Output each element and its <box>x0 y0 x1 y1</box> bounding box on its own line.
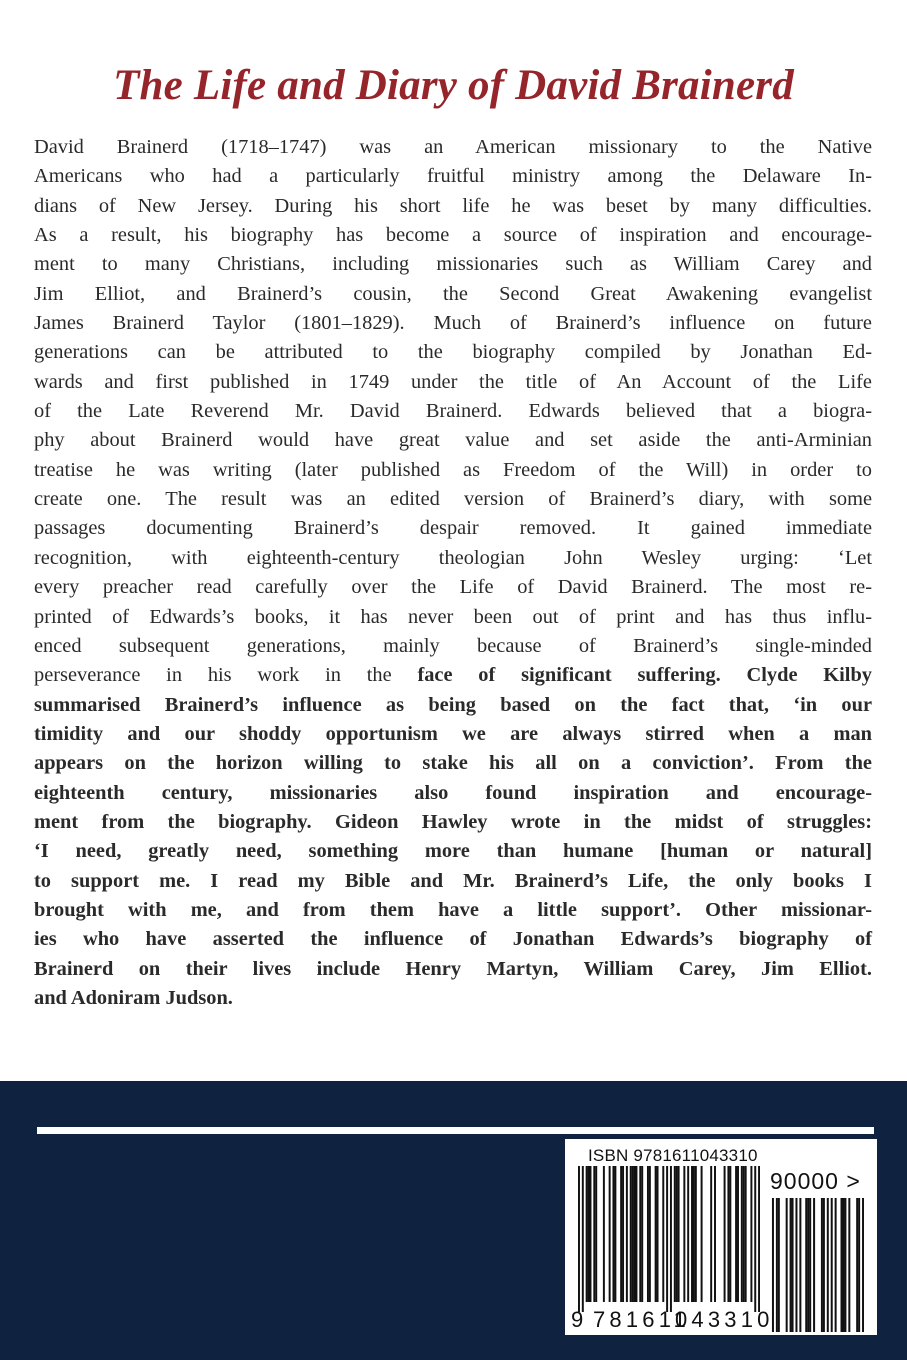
blurb-text: dians of New Jersey. During his short life he was beset by many difficulties. <box>34 194 872 217</box>
barcode-bar <box>727 1166 729 1302</box>
blurb-line <box>34 896 872 925</box>
blurb-text: perseverance in his work in the <box>34 664 418 687</box>
blurb-text: timidity and our shoddy opportunism we are always stirred when a man <box>34 722 872 745</box>
barcode-bar <box>676 1166 678 1302</box>
blurb-line <box>34 250 872 279</box>
barcode-bar <box>593 1166 595 1302</box>
blurb-line <box>34 514 872 543</box>
ean-left-digits: 781611 <box>593 1307 690 1332</box>
blurb-text: create one. The result was an edited version of Brainerd’s diary, with some <box>34 488 872 511</box>
addon-bar <box>842 1198 844 1332</box>
blurb-line <box>34 661 872 690</box>
blurb-line <box>34 309 872 338</box>
barcode-bar <box>626 1166 628 1302</box>
barcode-bar <box>578 1166 580 1312</box>
barcode-bar <box>603 1166 605 1302</box>
barcode-bar <box>614 1166 616 1302</box>
barcode-bar <box>609 1166 611 1302</box>
blurb-line <box>34 426 872 455</box>
addon-bar <box>792 1198 794 1332</box>
isbn-label: ISBN 9781611043310 <box>588 1146 758 1165</box>
barcode-bar <box>750 1166 752 1302</box>
barcode-bar <box>595 1166 597 1302</box>
blurb-text: appears on the horizon willing to stake his all on a conviction’. From the <box>34 752 872 775</box>
barcode-bar <box>670 1166 672 1312</box>
blurb-text: brought with me, and from them have a little support’. Other missionar- <box>34 898 872 921</box>
blurb-line <box>34 955 872 984</box>
barcode-bar <box>691 1166 693 1302</box>
addon-bar <box>841 1198 843 1332</box>
barcode-bar <box>655 1166 657 1302</box>
barcode-bar <box>662 1166 664 1302</box>
blurb-text: As a result, his biography has become a source of inspiration and encourage- <box>34 224 872 247</box>
blurb-text: printed of Edwards’s books, it has never been out of print and has thus influ- <box>34 605 872 628</box>
footer-rule <box>37 1127 874 1134</box>
blurb-text: David Brainerd (1718–1747) was an American missionary to the Native <box>34 136 872 158</box>
addon-bar <box>862 1198 864 1332</box>
addon-bar <box>844 1198 846 1332</box>
addon-bar <box>795 1198 797 1332</box>
barcode-bar <box>588 1166 590 1302</box>
barcode-bar <box>589 1166 591 1302</box>
blurb-text: wards and first published in 1749 under the title of An Account of the Life <box>34 370 872 393</box>
blurb-line <box>34 338 872 367</box>
blurb-line <box>34 925 872 954</box>
barcode-bar <box>657 1166 659 1302</box>
blurb-text: summarised Brainerd’s influence as being based on the fact that, ‘in our <box>34 693 872 716</box>
barcode-bar <box>620 1166 622 1302</box>
barcode-bar <box>743 1166 745 1302</box>
barcode-bar <box>641 1166 643 1302</box>
barcode-bar <box>639 1166 641 1302</box>
blurb-line <box>34 984 872 1013</box>
barcode-bar <box>586 1166 588 1302</box>
barcode-bar <box>724 1166 726 1302</box>
addon-bar <box>827 1198 829 1332</box>
blurb-line <box>34 544 872 573</box>
blurb-line <box>34 603 872 632</box>
blurb-text: Jim Elliot, and Brainerd’s cousin, the Second Great Awakening evangelist <box>34 282 872 305</box>
blurb-text: generations can be attributed to the biography compiled by Jonathan Ed- <box>34 341 872 364</box>
blurb-text: Brainerd on their lives include Henry Martyn, William Carey, Jim Elliot. <box>34 957 872 980</box>
blurb-line <box>34 632 872 661</box>
barcode-bar <box>666 1166 668 1312</box>
addon-bar <box>835 1198 837 1332</box>
blurb-line <box>34 779 872 808</box>
addon-bar <box>807 1198 809 1332</box>
addon-bar <box>821 1198 823 1332</box>
blurb-text: and Adoniram Judson. <box>34 986 233 1009</box>
addon-barcode <box>770 1198 864 1332</box>
barcode-bar <box>622 1166 624 1302</box>
barcode-bar <box>737 1166 739 1302</box>
blurb-text: enced subsequent generations, mainly because of Brainerd’s single-minded <box>34 634 872 657</box>
barcode-bar <box>635 1166 637 1302</box>
cover-blurb <box>34 133 872 1013</box>
addon-bar <box>799 1198 801 1332</box>
barcode-bar <box>758 1166 760 1312</box>
blurb-text: recognition, with eighteenth-century theologian John Wesley urging: ‘Let <box>34 546 872 569</box>
blurb-line <box>34 837 872 866</box>
barcode-bar <box>678 1166 680 1302</box>
blurb-text: to support me. I read my Bible and Mr. Brainerd’s Life, the only books I <box>34 869 872 892</box>
barcode-bar <box>634 1166 636 1302</box>
blurb-line <box>34 192 872 221</box>
barcode-bar <box>582 1166 584 1312</box>
barcode-bar <box>695 1166 697 1302</box>
barcode-bar <box>632 1166 634 1302</box>
blurb-text: every preacher read carefully over the Life of David Brainerd. The most re- <box>34 576 872 599</box>
blurb-line <box>34 485 872 514</box>
blurb-line <box>34 280 872 309</box>
addon-bar <box>805 1198 807 1332</box>
barcode-bar <box>683 1166 685 1302</box>
blurb-line <box>34 368 872 397</box>
barcode-bar <box>612 1166 614 1302</box>
blurb-line <box>34 749 872 778</box>
blurb-line <box>34 720 872 749</box>
addon-bar <box>831 1198 833 1332</box>
addon-bar <box>823 1198 825 1332</box>
blurb-text-bold: face of significant suffering. Clyde Kilby <box>417 664 873 687</box>
blurb-text: passages documenting Brainerd’s despair removed. It gained immediate <box>34 517 872 540</box>
ean-right-digits: 043310 <box>675 1307 774 1332</box>
blurb-text: ies who have asserted the influence of Jonathan Edwards’s biography of <box>34 928 872 951</box>
blurb-line <box>34 691 872 720</box>
blurb-text: ment from the biography. Gideon Hawley wrote in the midst of struggles: <box>34 810 872 833</box>
barcode-bar <box>687 1166 689 1302</box>
barcode-bar <box>729 1166 731 1302</box>
book-title: The Life and Diary of David Brainerd <box>113 62 794 109</box>
barcode-bar <box>714 1166 716 1302</box>
barcode-bar <box>735 1166 737 1302</box>
blurb-line <box>34 456 872 485</box>
barcode-bar <box>693 1166 695 1302</box>
blurb-text: ment to many Christians, including missionaries such as William Carey and <box>34 253 872 276</box>
price-code: 90000 > <box>770 1168 861 1194</box>
blurb-text: of the Late Reverend Mr. David Brainerd. Edwards believed that a biogra- <box>34 400 872 423</box>
blurb-text: treatise he was writing (later published as Freedom of the Will) in order to <box>34 458 872 481</box>
blurb-text: James Brainerd Taylor (1801–1829). Much of Brainerd’s influence on future <box>34 312 872 335</box>
addon-bar <box>813 1198 815 1332</box>
barcode-bar <box>647 1166 649 1302</box>
addon-bar <box>790 1198 792 1332</box>
barcode-bar <box>701 1166 703 1302</box>
blurb-line <box>34 808 872 837</box>
addon-bar <box>786 1198 788 1332</box>
barcode-bar <box>649 1166 651 1302</box>
addon-bar <box>776 1198 778 1332</box>
blurb-line <box>34 162 872 191</box>
ean-first-digit: 9 <box>571 1307 584 1332</box>
barcode-bar <box>754 1166 756 1312</box>
barcode-bar <box>745 1166 747 1302</box>
addon-bar <box>856 1198 858 1332</box>
barcode-bar <box>710 1166 712 1302</box>
addon-bar <box>848 1198 850 1332</box>
blurb-text: ‘I need, greatly need, something more than humane [human or natural] <box>34 840 872 863</box>
blurb-text: Americans who had a particularly fruitful ministry among the Delaware In- <box>34 165 872 188</box>
addon-bar <box>778 1198 780 1332</box>
blurb-line <box>34 397 872 426</box>
blurb-text: eighteenth century, missionaries also found inspiration and encourage- <box>34 781 872 804</box>
addon-bar <box>809 1198 811 1332</box>
blurb-line <box>34 573 872 602</box>
blurb-text: phy about Brainerd would have great value and set aside the anti-Arminian <box>34 429 872 452</box>
addon-bar <box>858 1198 860 1332</box>
barcode-bar <box>674 1166 676 1302</box>
blurb-line <box>34 133 872 162</box>
barcode-bar <box>630 1166 632 1302</box>
ean13-barcode <box>578 1166 760 1312</box>
barcode-bar <box>741 1166 743 1302</box>
blurb-line <box>34 221 872 250</box>
blurb-line <box>34 867 872 896</box>
